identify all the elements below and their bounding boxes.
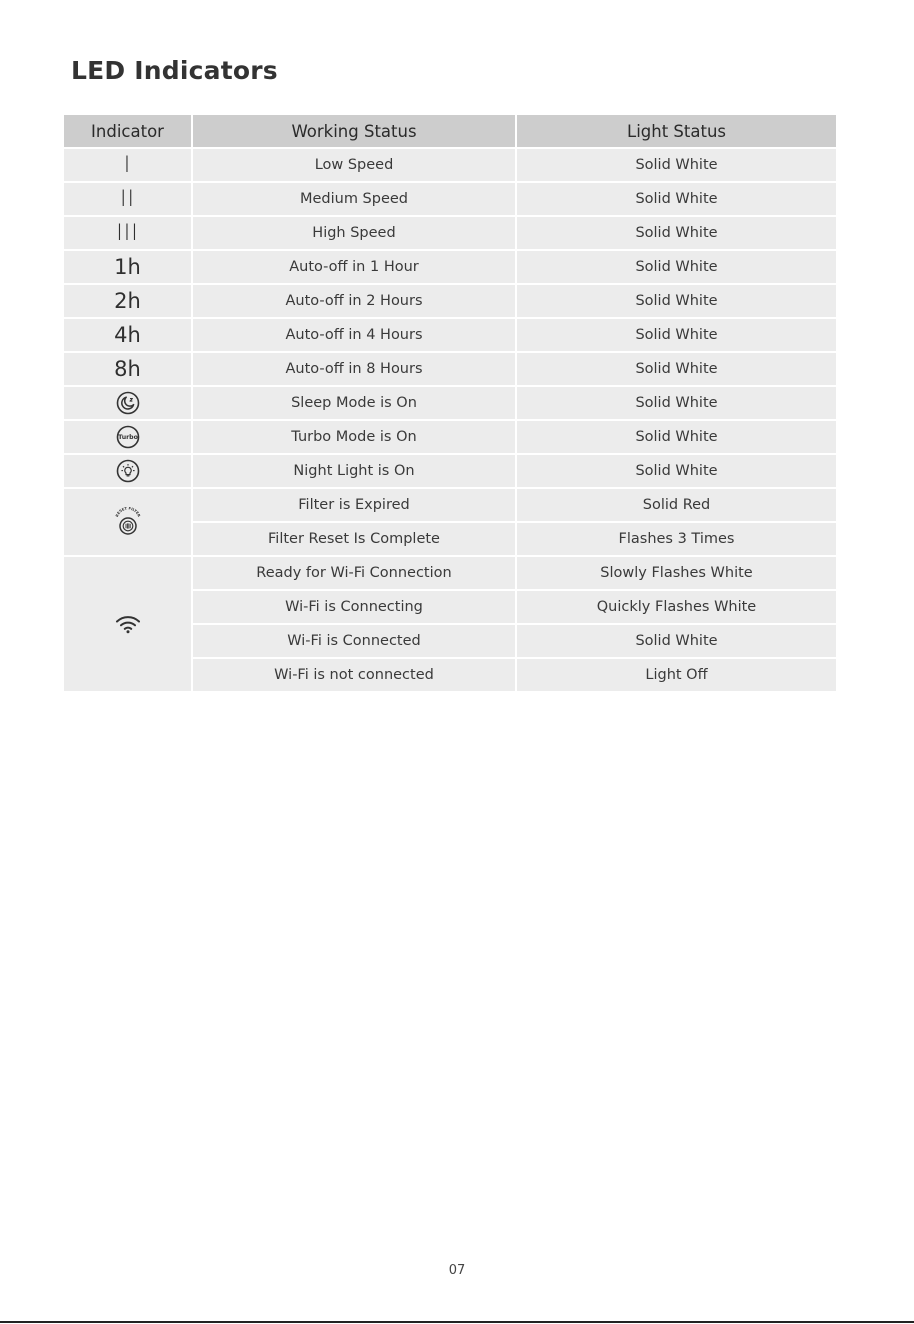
- working-status-cell: Filter Reset Is Complete: [193, 523, 515, 555]
- working-status-cell: Turbo Mode is On: [193, 421, 515, 453]
- svg-text:Turbo: Turbo: [117, 434, 138, 442]
- indicator-cell: [64, 387, 191, 419]
- light-status-cell: Solid White: [517, 353, 836, 385]
- light-status-cell: Light Off: [517, 659, 836, 691]
- working-status-cell: Wi-Fi is Connected: [193, 625, 515, 657]
- table-row: [64, 149, 836, 181]
- indicator-cell: [64, 421, 191, 453]
- working-status-cell: Filter is Expired: [193, 489, 515, 521]
- light-status-cell: Solid White: [517, 183, 836, 215]
- svg-text:RESET FILTER: RESET FILTER: [114, 507, 141, 518]
- light-status-cell: Solid White: [517, 319, 836, 351]
- indicator-cell: [64, 251, 191, 283]
- light-status-cell: Quickly Flashes White: [517, 591, 836, 623]
- filter-reset-icon: [114, 507, 142, 530]
- light-status-cell: Solid White: [517, 625, 836, 657]
- indicator-label: 2h: [114, 289, 141, 313]
- table-row: [64, 387, 836, 419]
- header-indicator: Indicator: [64, 115, 191, 147]
- table-header-row: [64, 115, 836, 147]
- indicator-cell: [64, 489, 191, 555]
- light-status-cell: Solid White: [517, 217, 836, 249]
- indicator-label: III: [116, 220, 139, 246]
- table-row: [64, 183, 836, 215]
- light-status-cell: Solid White: [517, 149, 836, 181]
- table-row: [64, 489, 836, 521]
- light-status-cell: Solid White: [517, 285, 836, 317]
- indicator-label: 8h: [114, 357, 141, 381]
- working-status-cell: Auto-off in 8 Hours: [193, 353, 515, 385]
- working-status-cell: Auto-off in 2 Hours: [193, 285, 515, 317]
- indicator-cell: [64, 455, 191, 487]
- indicator-label: 4h: [114, 323, 141, 347]
- light-status-cell: Solid White: [517, 455, 836, 487]
- working-status-cell: Ready for Wi-Fi Connection: [193, 557, 515, 589]
- table-row: [64, 421, 836, 453]
- working-status-cell: Auto-off in 4 Hours: [193, 319, 515, 351]
- light-status-cell: Solid White: [517, 421, 836, 453]
- working-status-cell: Medium Speed: [193, 183, 515, 215]
- sleep-mode-icon: [116, 395, 140, 411]
- light-status-cell: Slowly Flashes White: [517, 557, 836, 589]
- working-status-cell: High Speed: [193, 217, 515, 249]
- indicator-label: 1h: [114, 255, 141, 279]
- turbo-mode-icon: [116, 429, 140, 445]
- light-status-cell: Solid White: [517, 251, 836, 283]
- night-light-icon: [116, 463, 140, 479]
- indicator-cell: [64, 183, 191, 215]
- indicator-cell: [64, 557, 191, 691]
- table-row: [64, 319, 836, 351]
- table-row: [64, 217, 836, 249]
- led-indicator-table: [62, 113, 838, 693]
- working-status-cell: Sleep Mode is On: [193, 387, 515, 419]
- indicator-cell: [64, 149, 191, 181]
- table-row: [64, 353, 836, 385]
- indicator-cell: [64, 353, 191, 385]
- table-row: [64, 251, 836, 283]
- working-status-cell: Low Speed: [193, 149, 515, 181]
- working-status-cell: Night Light is On: [193, 455, 515, 487]
- indicator-label: II: [120, 186, 135, 212]
- indicator-cell: [64, 319, 191, 351]
- indicator-cell: [64, 217, 191, 249]
- table-row: [64, 557, 836, 589]
- table-row: [64, 455, 836, 487]
- wifi-icon: [115, 616, 141, 632]
- indicator-label: I: [123, 152, 132, 178]
- working-status-cell: Auto-off in 1 Hour: [193, 251, 515, 283]
- indicator-cell: [64, 285, 191, 317]
- light-status-cell: Solid White: [517, 387, 836, 419]
- light-status-cell: Flashes 3 Times: [517, 523, 836, 555]
- page-number: 07: [448, 1263, 466, 1278]
- working-status-cell: Wi-Fi is not connected: [193, 659, 515, 691]
- page-title: LED Indicators: [71, 56, 278, 85]
- header-working-status: Working Status: [193, 115, 515, 147]
- light-status-cell: Solid Red: [517, 489, 836, 521]
- working-status-cell: Wi-Fi is Connecting: [193, 591, 515, 623]
- header-light-status: Light Status: [517, 115, 836, 147]
- table-row: [64, 285, 836, 317]
- bottom-rule: [0, 1321, 914, 1323]
